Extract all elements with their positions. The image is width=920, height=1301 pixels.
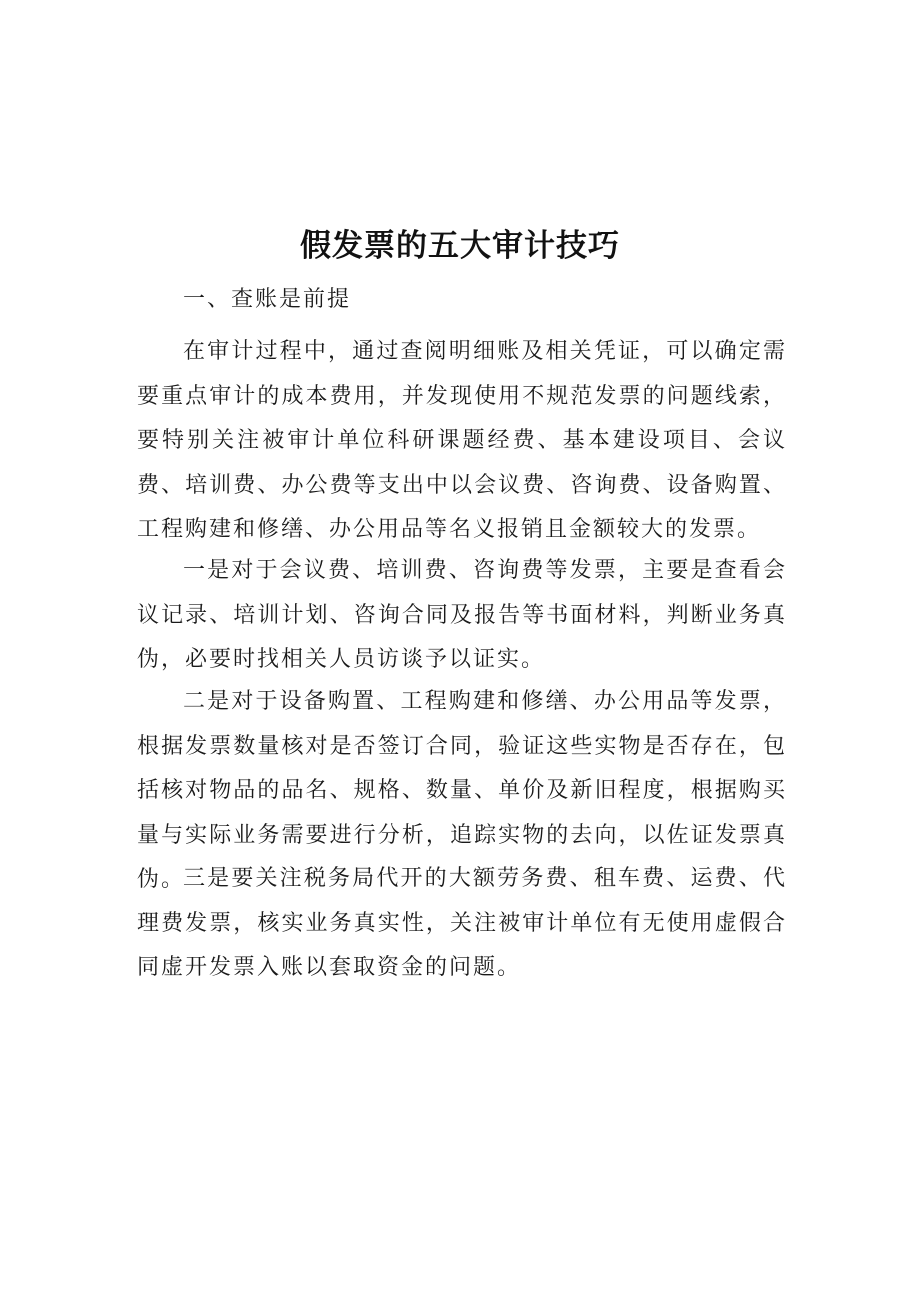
document-title: 假发票的五大审计技巧 <box>300 228 620 264</box>
paragraph-4: 三是要关注税务局代开的大额劳务费、租车费、运费、代理费发票，核实业务真实性，关注被审计单位有无使用虚假合同虚开发票入账以套取资金的问题。 <box>137 866 787 980</box>
paragraph-1: 在审计过程中，通过查阅明细账及相关凭证，可以确定需要重点审计的成本费用，并发现使用不规范发票的问题线索，要特别关注被审计单位科研课题经费、基本建设项目、会议费、培训费、办公费等支出中以会议费、咨询费、设备购置、工程购建和修缮、办公用品等名义报销且金额较大的发票。 <box>137 339 787 542</box>
paragraph-2: 一是对于会议费、培训费、咨询费等发票，主要是查看会议记录、培训计划、咨询合同及报告等书面材料，判断业务真伪，必要时找相关人员访谈予以证实。 <box>137 558 787 672</box>
paragraph-3: 二是对于设备购置、工程购建和修缮、办公用品等发票，根据发票数量核对是否签订合同，验证这些实物是否存在，包括核对物品的品名、规格、数量、单价及新旧程度，根据购买量与实际业务需要进行分析，追踪实物的去向，以佐证发票真伪。 <box>137 689 787 892</box>
section-heading: 一、查账是前提 <box>183 287 352 312</box>
